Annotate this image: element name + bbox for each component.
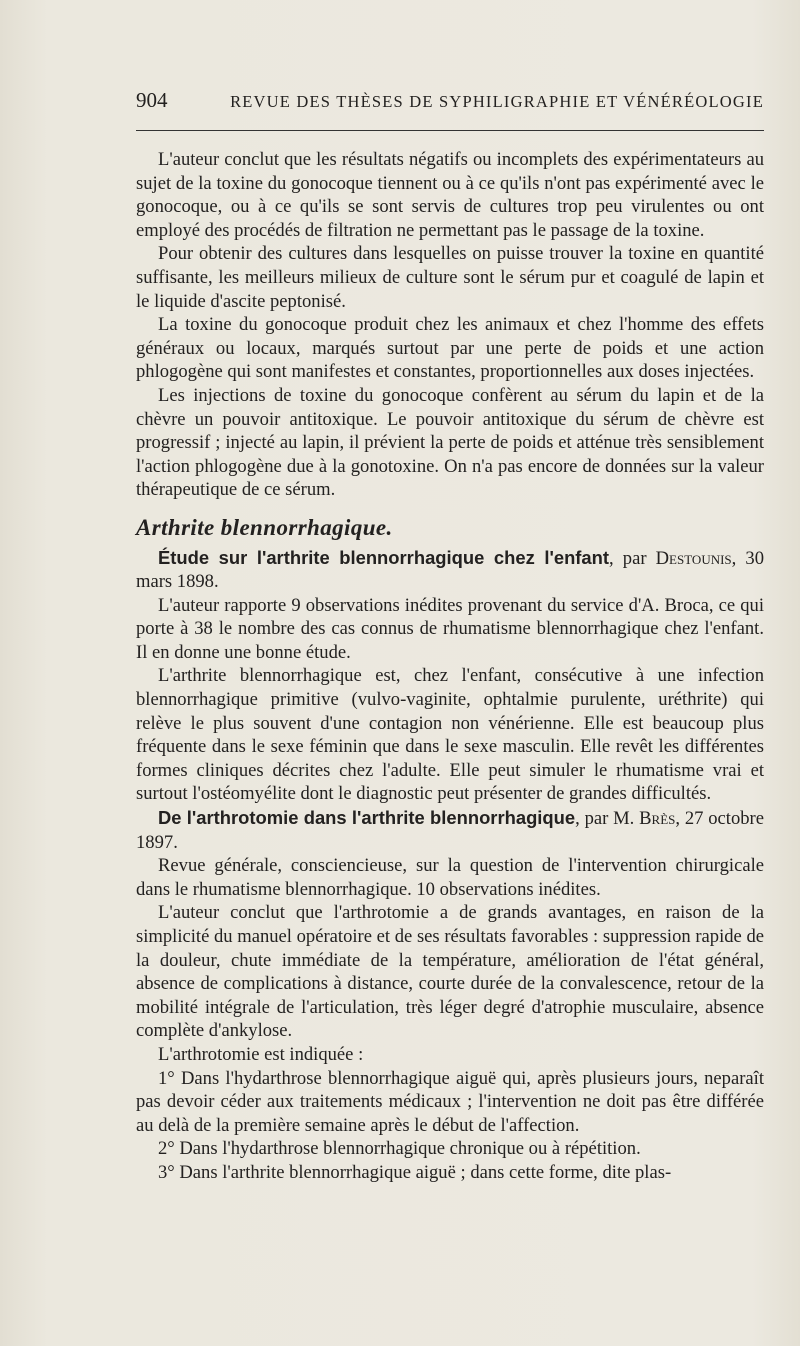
page-body xyxy=(136,148,764,1185)
entry-paragraph: 3° Dans l'arthrite blennorrhagique aiguë ; dans cette forme, dite plas- xyxy=(158,1161,672,1183)
entry-paragraph: L'auteur conclut que l'arthrotomie a de grands avantages, en raison de la simplicité du manuel opératoire et de ses résultats favorables : suppression rapide de la douleur, chute immédiate de la température, amélioration de l'état général, absence de complications à distance, courte durée de la convalescence, retour de la mobilité intégrale de l'articulation, très léger degré d'atrophie musculaire, absence complète d'ankylose. xyxy=(136,902,764,1042)
intro-paragraph: L'auteur conclut que les résultats négatifs ou incomplets des expérimentateurs au sujet de la toxine du gonocoque tiennent ou à ce qu'ils n'ont pas expérimenté avec le gonocoque, ou à ce qu'ils se sont servis de cultures trop peu virulentes ou ont employé des procédés de filtration ne permettant pas le passage de la toxine. xyxy=(136,149,764,241)
entry-date: , 27 octobre 1897. xyxy=(136,808,765,853)
entry-citation xyxy=(136,806,764,854)
entry-paragraph: 1° Dans l'hydarthrose blennorrhagique aiguë qui, après plusieurs jours, neparaît pas devoir céder aux traitements médicaux ; l'intervention ne doit pas être différée au delà de la première semaine après le début de l'affection. xyxy=(136,1067,764,1136)
entry-paragraph: L'auteur rapporte 9 observations inédites provenant du service d'A. Broca, ce qui porte à 38 le nombre des cas connus de rhumatisme blennorrhagique chez l'enfant. Il en donne une bonne étude. xyxy=(136,594,764,663)
entry-author: Brès xyxy=(639,808,676,830)
entry-citation xyxy=(136,546,764,594)
entry-work-title: Étude sur l'arthrite blennorrhagique chez l'enfant xyxy=(158,546,610,568)
running-title: REVUE DES THÈSES DE SYPHILIGRAPHIE ET VÉNÉRÉOLOGIE xyxy=(230,92,764,111)
header-rule xyxy=(136,130,764,131)
intro-paragraph: Les injections de toxine du gonocoque confèrent au sérum du lapin et de la chèvre un pouvoir antitoxique. Le pouvoir antitoxique du sérum de chèvre est progressif ; injecté au lapin, il prévient la perte de poids et atténue très sensiblement l'action phlogogène due à la gonotoxine. On n'a pas encore de données sur la valeur thérapeutique de ce sérum. xyxy=(136,384,764,501)
entry-date: , 30 mars 1898. xyxy=(136,547,765,593)
entry-paragraph: 2° Dans l'hydarthrose blennorrhagique chronique ou à répétition. xyxy=(158,1138,641,1160)
section-title: Arthrite blennorrhagique. xyxy=(136,514,393,540)
entry-par: , par xyxy=(609,547,656,569)
page-number: 904 xyxy=(136,88,168,112)
entry-author: Destounis xyxy=(655,547,732,569)
entry-paragraph: L'arthrite blennorrhagique est, chez l'enfant, consécutive à une infection blennorrhagique primitive (vulvo-vaginite, ophtalmie purulente, uréthrite) qui relève le plus souvent d'une contagion non vénérienne. Elle est beaucoup plus fréquente dans le sexe féminin que dans le sexe masculin. Elle revêt les différentes formes cliniques décrites chez l'adulte. Elle peut simuler le rhumatisme vrai et surtout l'ostéomyélite dont le diagnostic peut présenter de grandes difficultés. xyxy=(136,665,764,805)
entry-work-title: De l'arthrotomie dans l'arthrite blennorrhagique xyxy=(158,807,576,829)
page-header xyxy=(136,88,764,113)
entry-paragraph: Revue générale, consciencieuse, sur la question de l'intervention chirurgicale dans le rhumatisme blennorrhagique. 10 observations inédites. xyxy=(136,855,764,900)
intro-paragraph: Pour obtenir des cultures dans lesquelles on puisse trouver la toxine en quantité suffisante, les meilleurs milieux de culture sont le sérum pur et coagulé de lapin et le liquide d'ascite peptonisé. xyxy=(136,243,764,312)
entry-paragraph: L'arthrotomie est indiquée : xyxy=(158,1043,364,1065)
entry-par: , par M. xyxy=(575,808,640,830)
intro-paragraph: La toxine du gonocoque produit chez les animaux et chez l'homme des effets généraux ou locaux, marqués surtout par une perte de poids et une action phlogogène qui sont manifestes et constantes, proportionnelles aux doses injectées. xyxy=(136,314,764,383)
